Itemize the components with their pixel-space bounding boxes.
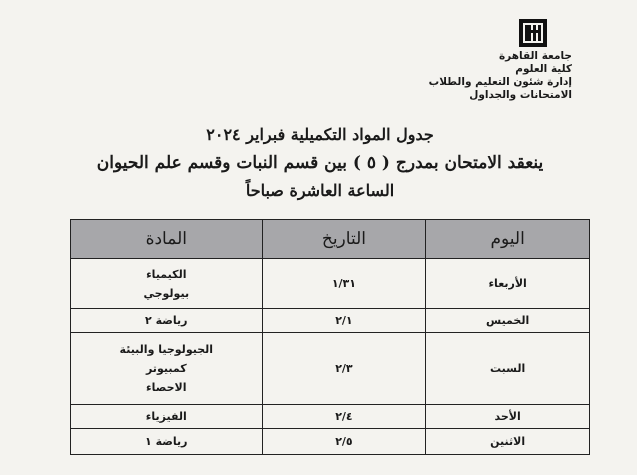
table-row: [71, 309, 590, 333]
table-header-row: [71, 220, 590, 259]
cell-day: الاثنين: [426, 429, 590, 455]
subject-item: الكيمياء: [146, 267, 187, 281]
cell-day: الخميس: [426, 309, 590, 333]
cell-date: ٢/٤: [262, 405, 426, 429]
cell-day: الأربعاء: [426, 259, 590, 309]
subject-item: كمبيوتر: [145, 362, 187, 375]
cell-day: الأحد: [426, 405, 590, 429]
header-line-university: جامعة القاهرة: [498, 50, 572, 62]
cell-subject: [71, 405, 263, 429]
table-row: [71, 333, 590, 405]
table-row: [71, 405, 590, 429]
subject-item: رياضة ٢: [145, 314, 188, 327]
header-day: اليوم: [426, 220, 590, 259]
header-date: التاريخ: [262, 220, 426, 259]
subject-item: رياضة ١: [145, 435, 188, 448]
cell-subject: [71, 429, 263, 455]
title-schedule: جدول المواد التكميلية فبراير ٢٠٢٤: [206, 125, 434, 144]
header-line-exams: الامتحانات والجداول: [469, 89, 572, 101]
title-venue: ينعقد الامتحان بمدرج ( ٥ ) بين قسم النبات وقسم علم الحيوان: [96, 153, 544, 173]
header-line-administration: إدارة شئون التعليم والطلاب: [428, 76, 572, 88]
document-titles: [60, 121, 580, 205]
cell-subject: [71, 309, 263, 333]
header-subject: المادة: [71, 220, 263, 259]
cell-date: ٢/١: [262, 309, 426, 333]
cell-day: السبت: [426, 333, 590, 405]
title-time: الساعة العاشرة صباحاً: [245, 181, 395, 200]
schedule-table: [70, 219, 590, 455]
subject-item: الجيولوجيا والبيئة: [119, 343, 214, 356]
header-line-faculty: كلية العلوم: [515, 63, 572, 75]
cell-subject: [71, 333, 263, 405]
subject-item: الفيزياء: [145, 410, 187, 423]
subject-item: الاحصاء: [146, 381, 187, 394]
institution-header: [429, 50, 572, 102]
table-row: [71, 429, 590, 455]
table-row: [71, 259, 590, 309]
subject-item: بيولوجي: [143, 286, 190, 300]
cell-date: ٢/٣: [262, 333, 426, 405]
university-logo-icon: [518, 18, 548, 48]
cell-date: ٢/٥: [262, 429, 426, 455]
cell-date: ١/٣١: [262, 259, 426, 309]
cell-subject: [71, 259, 263, 309]
